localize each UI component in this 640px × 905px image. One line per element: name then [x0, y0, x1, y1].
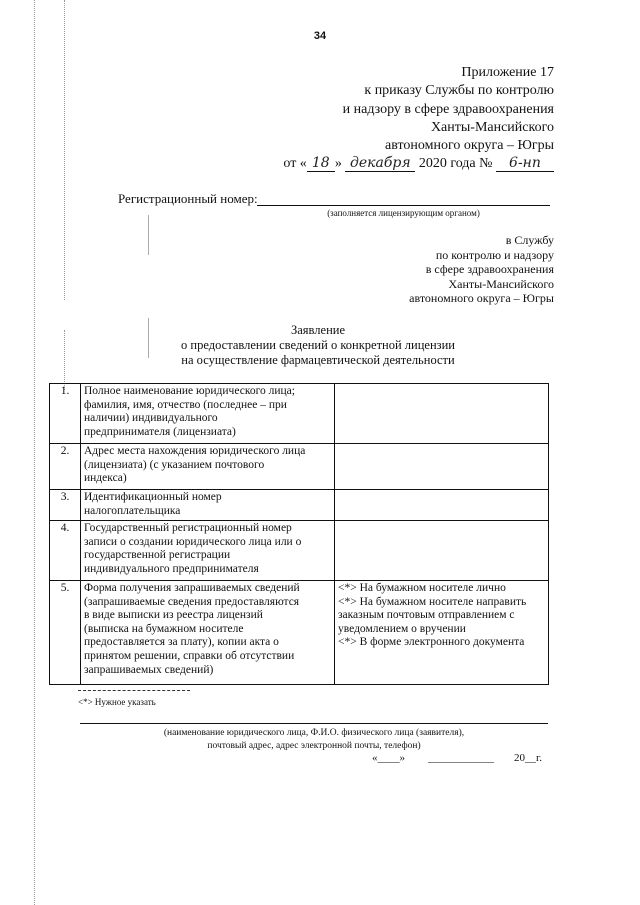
row-description-line: (лицензиата) (с указанием почтового	[84, 458, 265, 471]
row-number: 3.	[50, 490, 81, 521]
row-description-line: Форма получения запрашиваемых сведений	[84, 582, 300, 594]
row-description-line: Полное наименование юридического лица;	[84, 385, 295, 397]
row-description-line: фамилия, имя, отчество (последнее – при	[84, 398, 287, 411]
date-month-field[interactable]: ____________	[428, 752, 494, 764]
application-table	[49, 383, 549, 685]
row-description-line: (выписка на бумажном носителе	[84, 622, 244, 635]
row-description-line: Государственный регистрационный номер	[84, 522, 292, 534]
page-number: 34	[313, 30, 327, 42]
delivery-option-in-person[interactable]: <*> На бумажном носителе лично	[338, 582, 506, 594]
table-row	[50, 384, 549, 444]
addressee-line: в сфере здравоохранения	[425, 262, 554, 277]
row-description-line: предпринимателя (лицензиата)	[84, 425, 236, 438]
row-description-line: принятом решении, справки об отсутствии	[84, 649, 295, 662]
scan-artifact-line	[148, 318, 149, 358]
row-value-cell[interactable]	[335, 521, 549, 581]
row-description-line: в виде выписки из реестра лицензий	[84, 609, 263, 622]
addressee-line: в Службу	[505, 233, 554, 247]
row-description	[81, 581, 335, 685]
addressee-block	[409, 233, 554, 306]
row-value-cell[interactable]	[335, 444, 549, 490]
order-prefix: от «	[283, 156, 307, 171]
appendix-line: к приказу Службы по контролю	[364, 83, 554, 99]
registration-label: Регистрационный номер:	[118, 191, 258, 206]
footnote: <*> Нужное указать	[78, 697, 156, 707]
addressee-line: автономного округа – Югры	[409, 291, 554, 306]
row-number: 1.	[50, 384, 81, 444]
row-description	[81, 521, 335, 581]
row-description-line: государственной регистрации	[84, 549, 231, 562]
row-number: 2.	[50, 444, 81, 490]
date-day-field[interactable]: «____»	[372, 752, 405, 764]
registration-number-field[interactable]	[257, 205, 550, 206]
row-description	[81, 444, 335, 490]
row-number: 4.	[50, 521, 81, 581]
title-line: на осуществление фармацевтической деятельности	[181, 353, 455, 368]
title-line: о предоставлении сведений о конкретной лицензии	[181, 338, 455, 353]
order-date-line	[283, 155, 554, 173]
scan-artifact-line	[148, 215, 149, 255]
delivery-options-cell	[335, 581, 549, 685]
row-description-line: индекса)	[84, 472, 127, 485]
appendix-header	[343, 64, 554, 155]
appendix-line: Ханты-Мансийского	[430, 119, 554, 135]
order-number-handwritten: 6-нп	[496, 155, 554, 172]
row-description-line: индивидуального предпринимателя	[84, 562, 259, 575]
order-day-handwritten: 18	[307, 155, 335, 172]
addressee-line: по контролю и надзору	[435, 247, 554, 262]
scan-artifact-line	[64, 0, 65, 300]
document-title	[168, 323, 468, 369]
row-description-line: наличии) индивидуального	[84, 412, 218, 425]
order-year: 2020 года №	[418, 156, 493, 171]
delivery-option-by-mail-cont: уведомлением о вручении	[338, 622, 466, 635]
table-row	[50, 521, 549, 581]
registration-note: (заполняется лицензирующим органом)	[327, 208, 480, 218]
footnote-divider	[78, 690, 190, 691]
row-description-line: запрашиваемых сведений)	[84, 663, 214, 676]
row-description-line: (запрашиваемые сведения предоставляются	[84, 595, 300, 608]
delivery-option-electronic[interactable]: <*> В форме электронного документа	[338, 636, 525, 649]
row-description-line: предоставляется за плату), копии акта о	[84, 636, 279, 649]
title-heading: Заявление	[290, 323, 345, 337]
order-month-handwritten: декабря	[345, 155, 415, 172]
row-description-line: Идентификационный номер	[84, 491, 222, 503]
row-description-line: записи о создании юридического лица или о	[84, 535, 302, 548]
applicant-note-line: почтовый адрес, адрес электронной почты, телефон)	[207, 741, 421, 751]
row-description	[81, 490, 335, 521]
appendix-line: Приложение 17	[461, 65, 554, 80]
addressee-line: Ханты-Мансийского	[448, 276, 554, 291]
applicant-note-line: (наименование юридического лица, Ф.И.О. физического лица (заявителя),	[163, 728, 465, 738]
appendix-line: автономного округа – Югры	[385, 138, 554, 154]
row-description-line: Адрес места нахождения юридического лица	[84, 445, 306, 457]
table-row	[50, 444, 549, 490]
scan-artifact-line	[34, 0, 35, 905]
scan-artifact-line	[64, 330, 65, 390]
table-row	[50, 581, 549, 685]
order-mid: »	[334, 156, 342, 171]
appendix-line: и надзору в сфере здравоохранения	[342, 101, 554, 117]
row-description	[81, 384, 335, 444]
delivery-option-by-mail-cont: заказным почтовым отправлением с	[338, 609, 515, 622]
applicant-info-note	[80, 727, 548, 753]
row-value-cell[interactable]	[335, 384, 549, 444]
row-description-line: налогоплательщика	[84, 504, 181, 517]
applicant-info-field[interactable]	[80, 723, 548, 724]
row-value-cell[interactable]	[335, 490, 549, 521]
table-row	[50, 490, 549, 521]
delivery-option-by-mail[interactable]: <*> На бумажном носителе направить	[338, 595, 527, 608]
date-year-field[interactable]: 20__г.	[514, 752, 543, 764]
row-number: 5.	[50, 581, 81, 685]
